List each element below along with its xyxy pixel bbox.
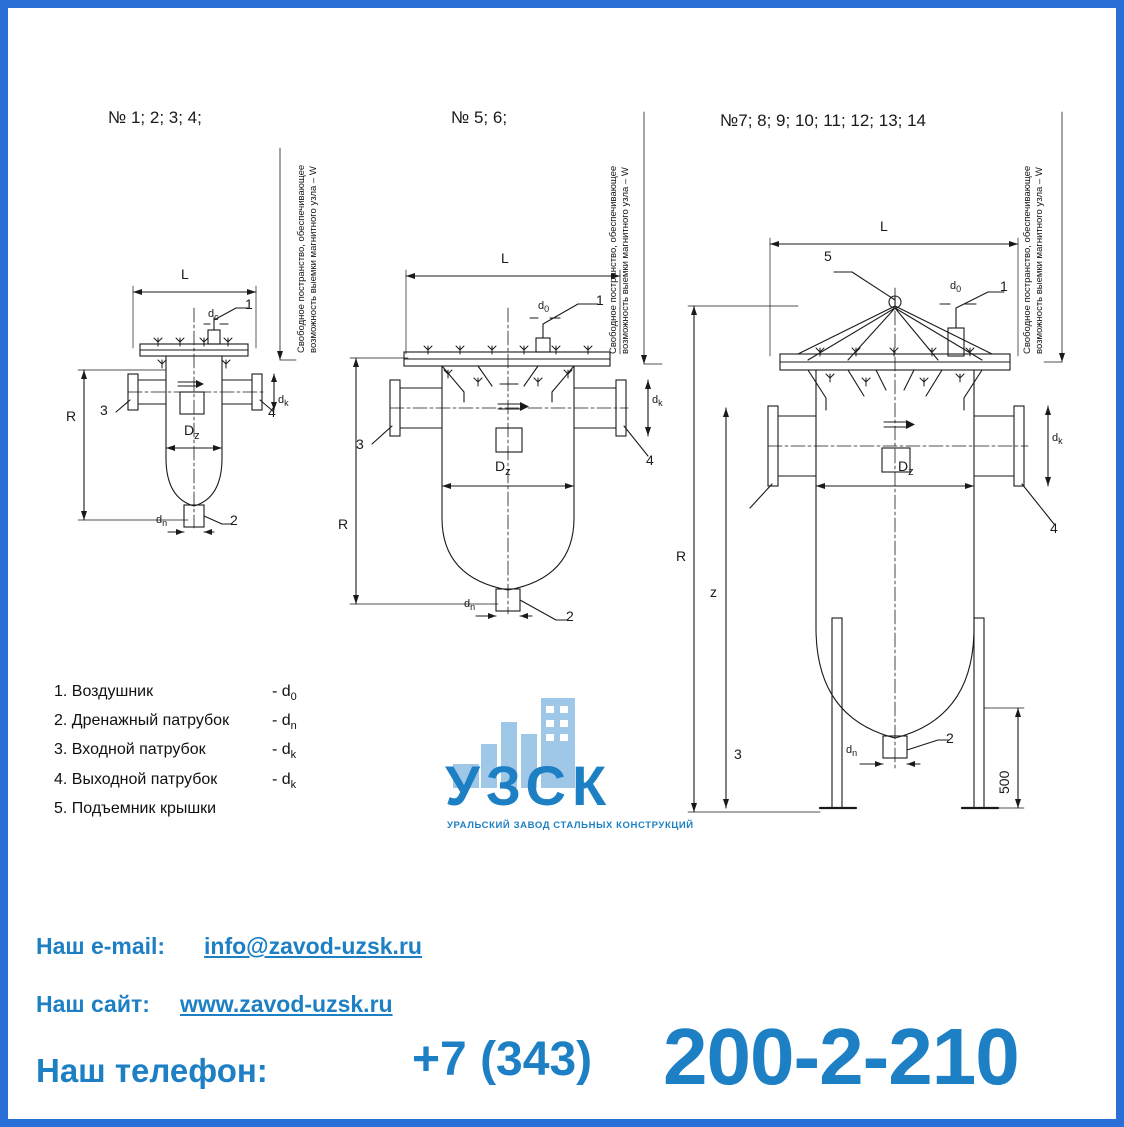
legend-item-4-sub: k: [290, 778, 297, 791]
legend-item-1-code: - d: [272, 683, 291, 700]
legend-item-5-label: 5. Подъемник крышки: [54, 799, 217, 817]
callout-2-fig1: 2: [230, 512, 238, 528]
dim-d0-fig2: $d_0$: [538, 300, 550, 315]
legend-list: [54, 683, 297, 827]
dim-R-fig1: R: [66, 408, 77, 424]
dim-dn-fig2: $d_n$: [464, 598, 476, 613]
callout-4-fig2: 4: [646, 452, 654, 468]
side-note-1-line1: Свободное постранство, обеспечивающее: [296, 164, 307, 353]
technical-drawing: [8, 8, 1116, 1119]
dim-Dz-fig1: $D_z$: [184, 422, 200, 442]
legend-item-4-code: - d: [272, 770, 291, 788]
callout-4-fig3: 4: [1050, 520, 1058, 536]
side-note-2-line2: возможность выемки магнитного узла – W: [620, 167, 631, 354]
figure-title-group3: №7; 8; 9; 10; 11; 12; 13; 14: [720, 111, 927, 130]
dim-L-fig3: L: [880, 218, 888, 234]
legend-item-2-sub: n: [290, 720, 297, 733]
company-logo-text: УЗСК: [445, 754, 613, 817]
callout-1-fig3: 1: [1000, 278, 1008, 294]
callout-2-fig3: 2: [946, 730, 954, 746]
callout-1-fig1: 1: [245, 296, 253, 312]
legend-item-3-code: - d: [272, 741, 291, 759]
callout-2-fig2: 2: [566, 608, 574, 624]
dim-Dz-fig3: $D_z$: [898, 458, 914, 478]
legend-item-2: [54, 712, 297, 732]
dim-500-fig3: 500: [996, 770, 1012, 794]
legend-item-4: [54, 771, 297, 791]
legend-item-2-code: - d: [272, 712, 291, 730]
drawing-canvas: [8, 8, 1116, 1119]
legend-item-3: [54, 741, 297, 761]
dim-z-fig3: z: [710, 584, 717, 600]
legend-item-4-label: 4. Выходной патрубок: [54, 770, 218, 788]
dim-dk-fig1: $d_k$: [278, 394, 289, 409]
dim-dn-fig3: $d_n$: [846, 744, 858, 759]
figure-title-group2: № 5; 6;: [451, 108, 508, 127]
dim-Dz-fig2: $D_z$: [495, 458, 511, 478]
dim-R-fig3: R: [676, 548, 687, 564]
legend-item-5: [54, 800, 297, 818]
side-note-3-line1: Свободное постранство, обеспечивающее: [1022, 165, 1033, 354]
dim-d0-fig3: $d_0$: [950, 280, 962, 295]
side-note-3-line2: возможность выемки магнитного узла – W: [1034, 167, 1045, 354]
legend-item-1: [54, 683, 297, 703]
legend-item-1-label: 1. Воздушник: [54, 683, 154, 700]
dim-dn-fig1: $d_n$: [156, 514, 168, 529]
website-label: Наш сайт:: [36, 991, 150, 1017]
callout-3-fig1: 3: [100, 402, 108, 418]
legend-item-2-label: 2. Дренажный патрубок: [54, 712, 230, 730]
website-value[interactable]: www.zavod-uzsk.ru: [180, 991, 393, 1017]
dim-dk-fig3: $d_k$: [1052, 432, 1063, 447]
callout-5-fig3: 5: [824, 248, 832, 264]
email-value[interactable]: info@zavod-uzsk.ru: [204, 933, 422, 959]
company-tagline: УРАЛЬСКИЙ ЗАВОД СТАЛЬНЫХ КОНСТРУКЦИЙ: [447, 820, 694, 831]
phone-area-code: +7 (343): [412, 1033, 593, 1086]
phone-label: Наш телефон:: [36, 1052, 268, 1089]
legend-item-3-label: 3. Входной патрубок: [54, 741, 206, 759]
figure-title-group1: № 1; 2; 3; 4;: [108, 108, 202, 127]
email-label: Наш e-mail:: [36, 933, 166, 959]
callout-3-fig3: 3: [734, 746, 742, 762]
dim-d0-fig1: $d_c$: [208, 308, 219, 323]
dim-L-fig2: L: [501, 250, 509, 266]
callout-3-fig2: 3: [356, 436, 364, 452]
side-note-1-line2: возможность выемки магнитного узла – W: [308, 166, 319, 353]
phone-number[interactable]: 200-2-210: [663, 1012, 1019, 1101]
legend-item-1-sub: 0: [290, 691, 297, 704]
side-note-2-line1: Свободное постранство, обеспечивающее: [608, 165, 619, 354]
callout-4-fig1: 4: [268, 404, 276, 420]
callout-1-fig2: 1: [596, 292, 604, 308]
dim-R-fig2: R: [338, 516, 349, 532]
legend-item-3-sub: k: [290, 749, 297, 762]
dim-L-fig1: L: [181, 266, 189, 282]
dim-dk-fig2: $d_k$: [652, 394, 663, 409]
